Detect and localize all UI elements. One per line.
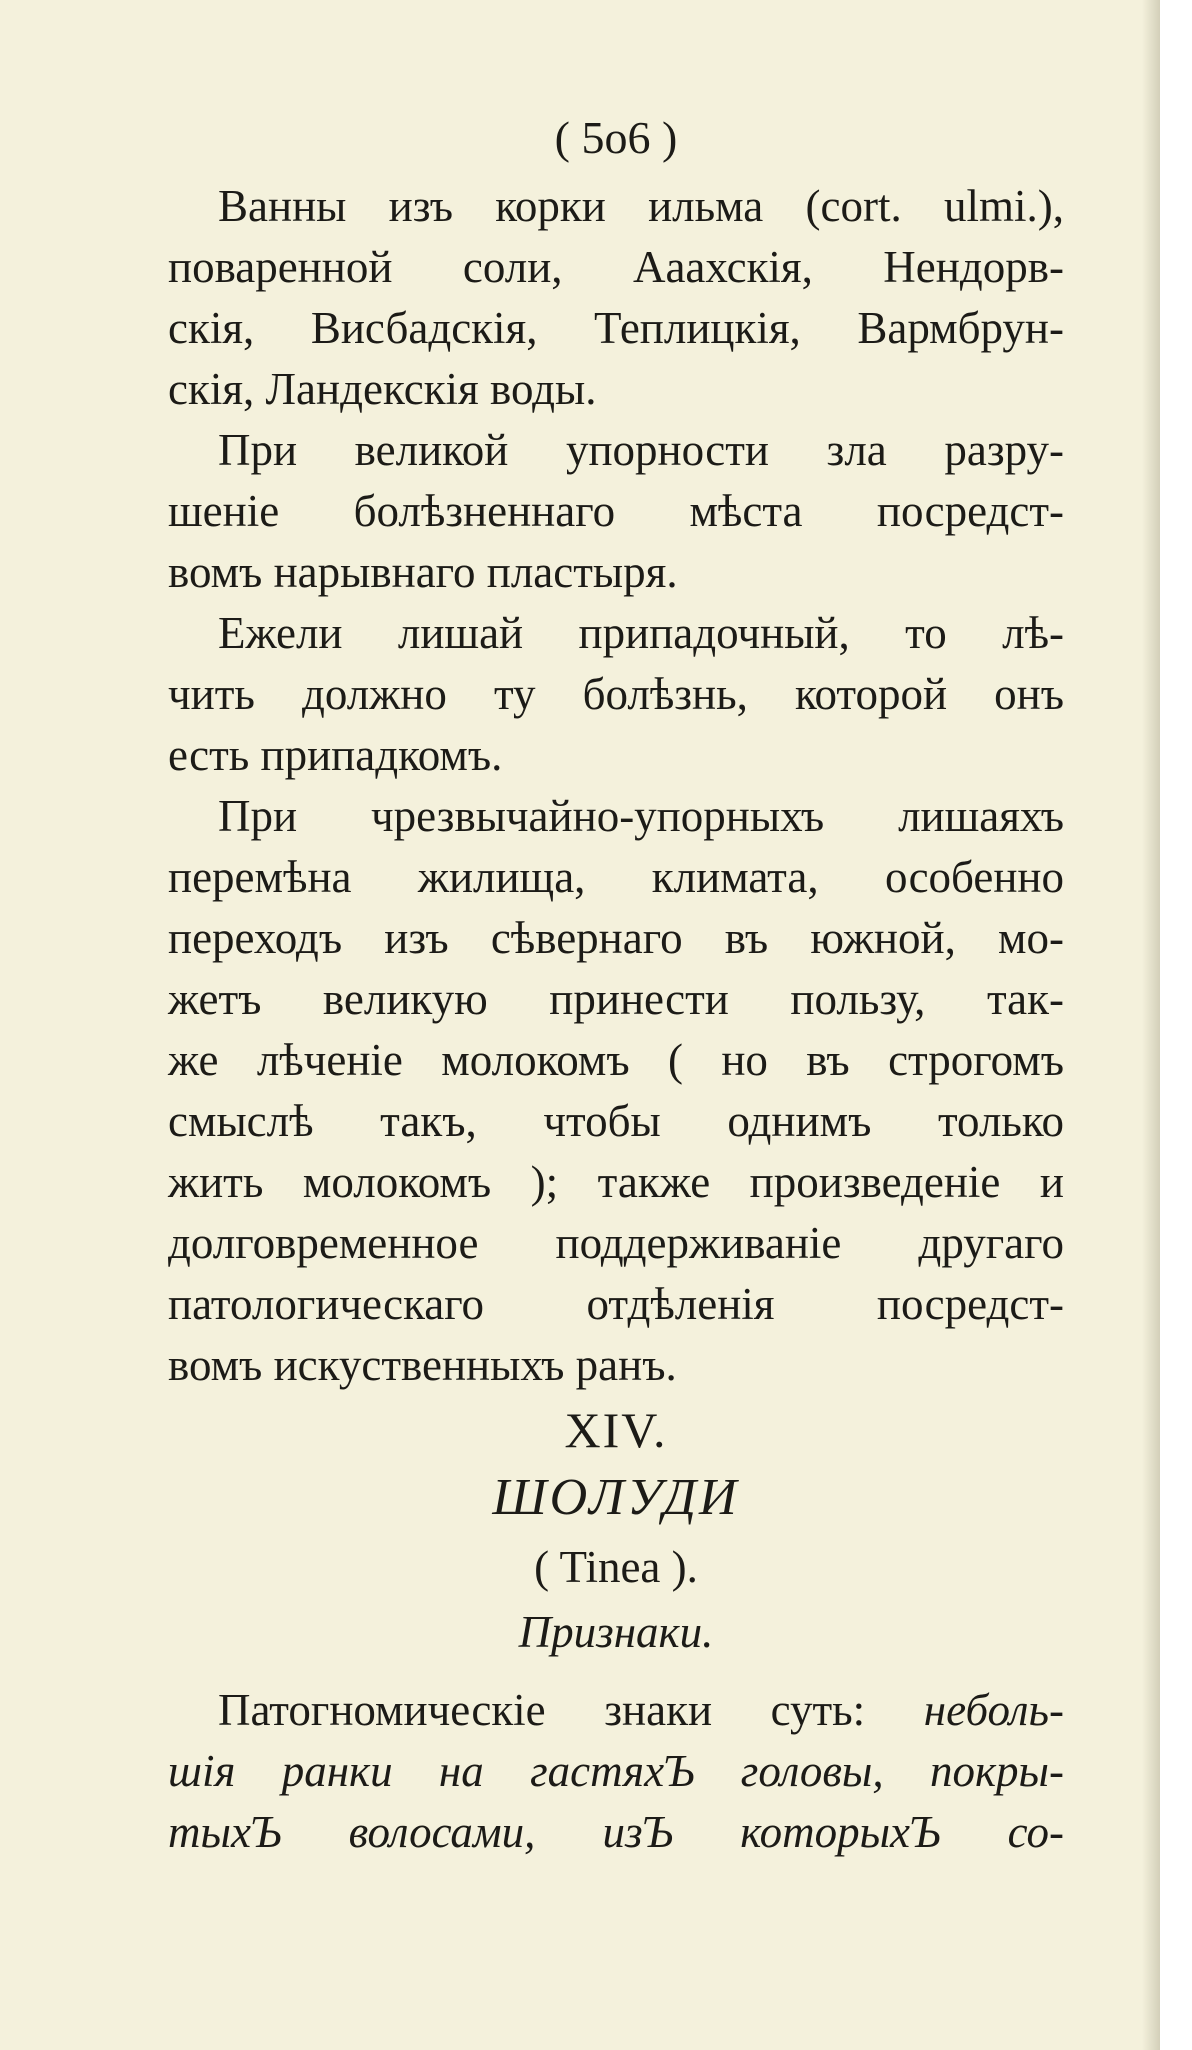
text-line: шія ранки на гастяхЪ головы, покры- (168, 1746, 1064, 1796)
text-line: Ежели лишай припадочный, то лѣ- (218, 608, 1064, 658)
text-line: При чрезвычайно-упорныхъ лишаяхъ (218, 791, 1064, 841)
text-line: жить молокомъ ); также произведеніе и (168, 1157, 1064, 1207)
text-line: перемѣна жилища, климата, особенно (168, 852, 1064, 902)
text-line: же лѣченіе молокомъ ( но въ строгомъ (168, 1035, 1064, 1085)
text-line: Ванны изъ корки ильма (cort. ulmi.), (218, 181, 1064, 231)
section-subheading: Признаки. (518, 1607, 714, 1657)
text-line (218, 1680, 1064, 1740)
text-line: долговременное поддерживаніе другаго (168, 1218, 1064, 1268)
text-line: есть припадкомъ. (168, 730, 503, 780)
text-line: вомъ нарывнаго пластыря. (168, 547, 678, 597)
text-line: жетъ великую принести пользу, так- (168, 974, 1064, 1024)
page-number: ( 5о6 ) (554, 112, 678, 163)
emphasis-span: неболь- (923, 1685, 1064, 1735)
text-line: шеніе болѣзненнаго мѣста посредст- (168, 486, 1064, 536)
text-line: смыслѣ такъ, чтобы однимъ только (168, 1096, 1064, 1146)
section-number: XIV. (564, 1402, 668, 1458)
text-line: При великой упорности зла разру- (218, 425, 1064, 475)
text-line: патологическаго отдѣленія посредст- (168, 1279, 1064, 1329)
text-line: скія, Висбадскія, Теплицкія, Вармбрун- (168, 303, 1064, 353)
text-line: переходъ изъ сѣвернаго въ южной, мо- (168, 913, 1064, 963)
section-title: ШОЛУДИ (492, 1469, 740, 1526)
text-line: вомъ искуственныхъ ранъ. (168, 1340, 677, 1390)
text-line: тыхЪ волосами, изЪ которыхЪ со- (168, 1807, 1064, 1857)
text-span: Патогномическіе знаки суть: (218, 1685, 924, 1735)
section-latin-name: ( Tinea ). (534, 1542, 698, 1592)
text-line: чить должно ту болѣзнь, которой онъ (168, 669, 1064, 719)
text-line: поваренной соли, Аaахскія, Нендорв- (168, 242, 1064, 292)
text-line: скія, Ландекскія воды. (168, 364, 597, 414)
